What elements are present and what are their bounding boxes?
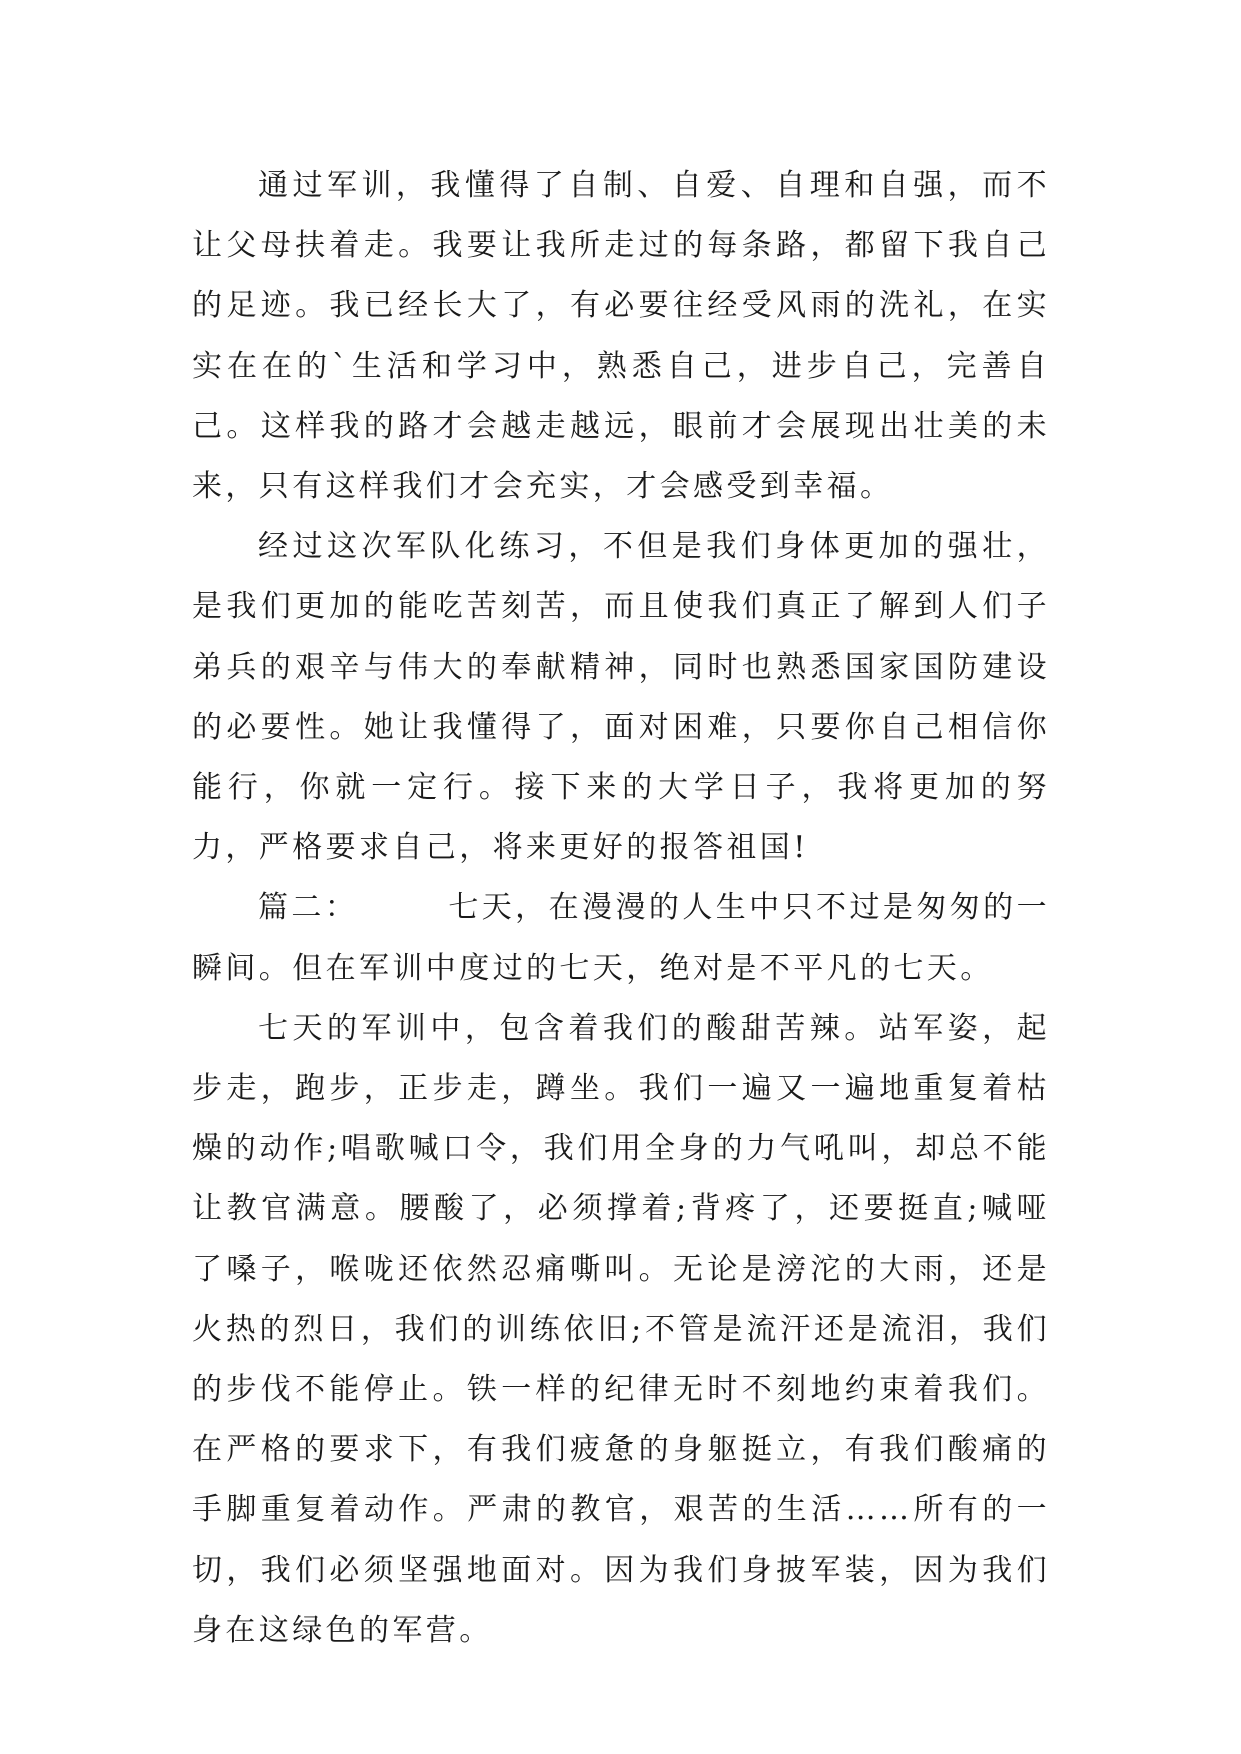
paragraph-1: 通过军训，我懂得了自制、自爱、自理和自强，而不让父母扶着走。我要让我所走过的每条路，都留下我自己的足迹。我已经长大了，有必要往经受风雨的洗礼，在实实在在的`生活和学习中，熟悉自己，进步自己，完善自己。这样我的路才会越走越远，眼前才会展现出壮美的未来，只有这样我们才会充实，才会感受到幸福。 (192, 168, 1050, 505)
paragraph-4: 七天的军训中，包含着我们的酸甜苦辣。站军姿，起步走，跑步，正步走，蹲坐。我们一遍又一遍地重复着枯燥的动作;唱歌喊口令，我们用全身的力气吼叫，却总不能让教官满意。腰酸了，必须撑着;背疼了，还要挺直;喊哑了嗓子，喉咙还依然忍痛嘶叫。无论是滂沱的大雨，还是火热的烈日，我们的训练依旧;不管是流汗还是流泪，我们的步伐不能停止。铁一样的纪律无时不刻地约束着我们。在严格的要求下，有我们疲惫的身躯挺立，有我们酸痛的手脚重复着动作。严肃的教官，艰苦的生活……所有的一切，我们必须坚强地面对。因为我们身披军装，因为我们身在这绿色的军营。 (192, 1010, 1050, 1648)
paragraph-2: 经过这次军队化练习，不但是我们身体更加的强壮，是我们更加的能吃苦刻苦，而且使我们真正了解到人们子弟兵的艰辛与伟大的奉献精神，同时也熟悉国家国防建设的必要性。她让我懂得了，面对困难，只要你自己相信你能行，你就一定行。接下来的大学日子，我将更加的努力，严格要求自己，将来更好的报答祖国! (192, 529, 1050, 866)
document-body (192, 156, 1050, 1661)
section-first-text: 七天，在漫漫的人生中只不过是匆匆的一瞬间。但在军训中度过的七天，绝对是不平凡的七天。 (192, 890, 1051, 986)
section-label: 篇二： (258, 890, 359, 926)
section-2-paragraph (192, 878, 1050, 998)
